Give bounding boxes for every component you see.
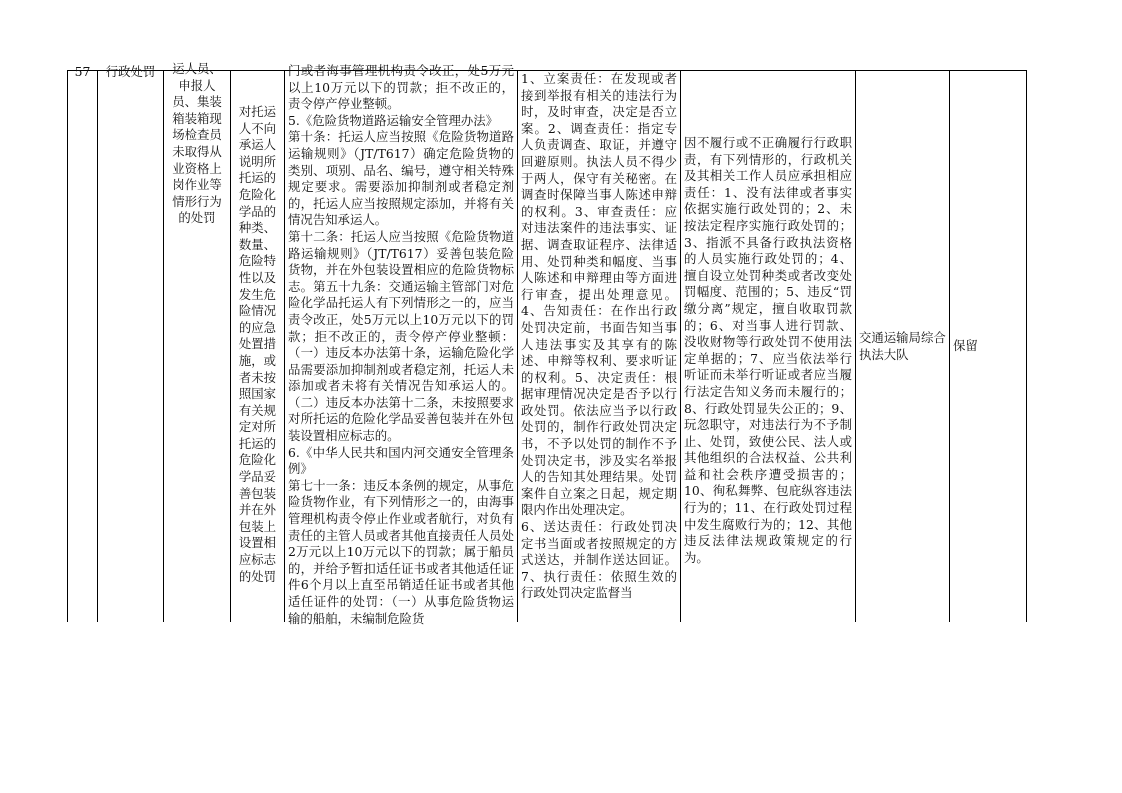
subject-cell — [163, 61, 230, 622]
department-cell — [855, 71, 949, 622]
power-subject: 运人员、申报人员、集装箱装箱现场检查员未取得从业资格上岗作业等情形行为的处罚 — [172, 61, 222, 226]
accountability-conditions: 因不履行或不正确履行行政职责，有下列情形的，行政机关及其相关工作人员应承担相应责任：1、没有法律或者事实依据实施行政处罚的；2、未按法定程序实施行政处罚的；3、指派不具备行政执法资格的人员实施行政处罚的；4、擅自设立处罚种类或者改变处罚幅度、范围的；5、违反“罚缴分离”规定，擅自收取罚款的；6、对当事人进行罚款、没收财物等行政处罚不使用法定单据的；7、应当依法举行听证而未举行听证或者应当履行法定告知义务而未履行的；8、行政处罚显失公正的；9、玩忽职守，对违法行为不予制止、处罚，致使公民、法人或其他组织的合法权益、公共利益和社会秩序遭受损害的；10、徇私舞弊、包庇纵容违法行为的；11、在行政处罚过程中发生腐败行为的；12、其他违反法律法规政策规定的行为。 — [684, 135, 852, 565]
responsible-department: 交通运输局综合执法大队 — [859, 329, 946, 362]
status-cell — [949, 71, 1027, 622]
category-cell — [97, 64, 163, 622]
legal-basis: 门或者海事管理机构责令改正，处5万元以上10万元以下的罚款；拒不改正的，责令停产停业整顿。 5.《危险货物道路运输安全管理办法》 第十条：托运人应当按照《危险货物道路运输规则》（JT/T617）确定危险货物的类别、项别、品名、编号，遵守相关特殊规定要求。需要添加抑制剂或者稳定剂的，托运人应当按照规定添加，并将有关情况告知承运人。 第十二条：托运人应当按照《危险货物道路运输规则》（JT/T617）妥善包装危险货物，并在外包装设置相应的危险货物标志。第五十九条：交通运输主管部门对危险化学品托运人有下列情形之一的，应当责令改正，处5万元以上10万元以下的罚款；拒不改正的，责令停产停业整顿：（一）违反本办法第十条，运输危险化学品需要添加抑制剂或者稳定剂，托运人未添加或者未将有关情况告知承运人的。（二）违反本办法第十二条，未按照要求对所托运的危险化学品妥善包装并在外包装设置相应标志的。 6.《中华人民共和国内河交通安全管理条例》 第七十一条：违反本条例的规定，从事危险货物作业，有下列情形之一的，由海事管理机构责令停止作业或者航行，对负有责任的主管人员或者其他直接责任人员处2万元以上10万元以下的罚款；属于船员的，并给予暂扣适任证书或者其他适任证件6个月以上直至吊销适任证书或者其他适任证件的处罚：（一）从事危险货物运输的船舶，未编制危险货 — [288, 63, 514, 626]
seq-cell — [67, 64, 97, 622]
power-list-table — [67, 61, 1027, 626]
table-row — [67, 61, 1027, 626]
retention-status: 保留 — [953, 338, 978, 354]
basis-cell — [284, 63, 517, 626]
duty-responsibility: 1、立案责任：在发现或者接到举报有相关的违法行为时，及时审查，决定是否立案。2、调查责任：指定专人负责调查、取证，并遵守回避原则。执法人员不得少于两人，保守有关秘密。在调查时保障当事人陈述申辩的权利。3、审查责任：应对违法案件的违法事实、证据、调查取证程序、法律适用、处罚种类和幅度、当事人陈述和申辩理由等方面进行审查，提出处理意见。4、告知责任：在作出行政处罚决定前，书面告知当事人违法事实及其享有的陈述、申辩等权利、要求听证的权利。5、决定责任：根据审理情况决定是否予以行政处罚。依法应当予以行政处罚的，制作行政处罚决定书，不予以处罚的制作不予处罚决定书，涉及实名举报人的告知其处理结果。处罚案件自立案之日起，规定期限内作出处理决定。 6、送达责任：行政处罚决定书当面或者按照规定的方式送达，并制作送达回证。7、执行责任：依照生效的行政处罚决定监督当 — [521, 71, 677, 601]
power-item: 对托运人不向承运人说明所托运的危险化学品的种类、数量、危险特性以及发生危险情况的应急处置措施，或者未按照国家有关规定对所托运的危险化学品妥善包装并在外包装上设置相应标志的处罚 — [238, 104, 277, 584]
seq-number: 57 — [74, 64, 91, 79]
responsibility-cell — [517, 71, 680, 622]
power-category: 行政处罚 — [105, 64, 156, 79]
item-cell — [230, 71, 284, 622]
accountability-cell — [680, 71, 855, 622]
